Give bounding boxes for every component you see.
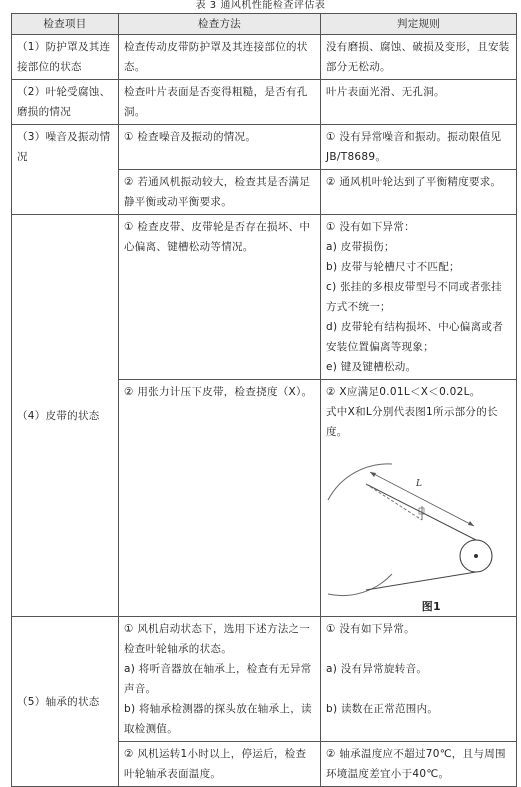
row4-method-1: ① 检查皮带、皮带轮是否存在损坏、中心偏离、键槽松动等情况。 xyxy=(119,215,321,380)
large-pulley-arc xyxy=(328,464,392,500)
belt-figure xyxy=(326,444,511,614)
row5-item: （5）轴承的状态 xyxy=(12,617,119,787)
small-pulley-hub xyxy=(474,554,478,558)
table-row xyxy=(12,215,517,380)
row3-method-1: ① 检查噪音及振动的情况。 xyxy=(119,125,321,170)
row4-rule-1-e: e) 键及键槽松动。 xyxy=(326,361,417,373)
row4-rule-2 xyxy=(321,380,517,617)
row4-rule-2-line1: ② X应满足0.01L＜X＜0.02L。 xyxy=(326,386,481,398)
row5-rule-1-intro: ① 没有如下异常。 xyxy=(326,623,415,635)
row4-rule-1-d: d) 皮带轮有结构损坏、中心偏离或者安装位置偏离等现象； xyxy=(326,321,503,353)
table-row xyxy=(12,125,517,170)
row3-method-2: ② 若通风机振动较大，检查其是否满足静平衡或动平衡要求。 xyxy=(119,170,321,215)
row2-rule: 叶片表面光滑、无孔洞。 xyxy=(321,80,517,125)
row3-rule-2: ② 通风机叶轮达到了平衡精度要求。 xyxy=(321,170,517,215)
header-method: 检查方法 xyxy=(119,14,321,35)
belt-top-run xyxy=(366,484,476,540)
length-arrow-left xyxy=(370,472,376,477)
row2-item: （2）叶轮受腐蚀、磨损的情况 xyxy=(12,80,119,125)
row5-rule-1-b: b) 读数在正常范围内。 xyxy=(326,703,439,715)
row3-item: （3）噪音及振动情况 xyxy=(12,125,119,215)
header-item: 检查项目 xyxy=(12,14,119,35)
table-row xyxy=(12,80,517,125)
row5-rule-2: ② 轴承温度应不超过70℃，且与周围环境温度差宜小于40℃。 xyxy=(321,742,517,787)
length-arrow-right xyxy=(468,521,474,526)
row5-method-1-a: a) 将听音器放在轴承上，检查有无异常声音。 xyxy=(124,663,312,695)
row3-rule-1: ① 没有异常噪音和振动。振动限值见JB/T8689。 xyxy=(321,125,517,170)
row4-method-2: ② 用张力计压下皮带，检查挠度（X）。 xyxy=(119,380,321,617)
table-row xyxy=(12,617,517,742)
row5-rule-1 xyxy=(321,617,517,742)
row5-rule-1-a: a) 没有异常旋转音。 xyxy=(326,663,428,675)
row4-item: （4）皮带的状态 xyxy=(12,215,119,617)
row4-rule-1-b: b) 皮带与轮槽尺寸不匹配； xyxy=(326,261,460,273)
row4-rule-1-intro: ① 没有如下异常： xyxy=(326,221,415,233)
inspection-table xyxy=(11,13,517,787)
belt-lower-run xyxy=(366,572,476,590)
row2-method: 检查叶片表面是否变得粗糙，是否有孔洞。 xyxy=(119,80,321,125)
large-pulley-arc-lower xyxy=(328,574,392,596)
table-title: 表 3 通风机性能检查评估表 xyxy=(195,0,326,11)
row1-item: （1）防护罩及其连接部位的状态 xyxy=(12,35,119,80)
row5-method-1-intro: ① 风机启动状态下，选用下述方法之一检查叶轮轴承的状态。 xyxy=(124,623,311,655)
row4-rule-1-a: a) 皮带损伤； xyxy=(326,241,395,253)
length-label: L xyxy=(416,479,423,489)
row1-method: 检查传动皮带防护罩及其连接部位的状态。 xyxy=(119,35,321,80)
row5-method-2: ② 风机运转1小时以上，停运后，检查叶轮轴承表面温度。 xyxy=(119,742,321,787)
deflection-dashed-line xyxy=(366,484,422,520)
table-header-row xyxy=(12,14,517,35)
figure-caption: 图1 xyxy=(421,600,441,613)
row5-method-1 xyxy=(119,617,321,742)
row1-rule: 没有磨损、腐蚀、破损及变形，且安装部分无松动。 xyxy=(321,35,517,80)
row4-rule-1-c: c) 张挂的多根皮带型号不同或者张挂方式不统一； xyxy=(326,281,503,313)
row4-rule-2-line2: 式中X和L分别代表图1所示部分的长度。 xyxy=(326,406,498,438)
belt-diagram xyxy=(326,444,512,614)
table-row xyxy=(12,35,517,80)
row4-rule-1 xyxy=(321,215,517,380)
row5-method-1-b: b) 将轴承检测器的探头放在轴承上，读取检测值。 xyxy=(124,703,312,735)
header-rule: 判定规则 xyxy=(321,14,517,35)
